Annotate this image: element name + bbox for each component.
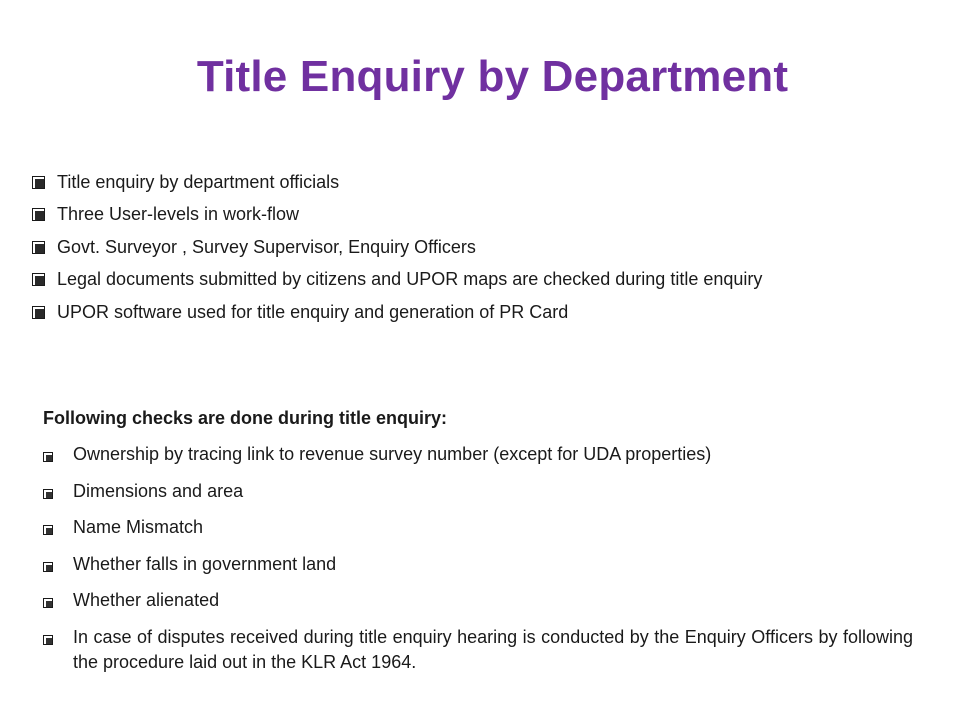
list-item-text: Title enquiry by department officials <box>57 171 340 192</box>
list-item-text: Whether alienated <box>73 590 220 610</box>
list-item <box>32 296 932 329</box>
list-item-text: Dimensions and area <box>73 480 244 501</box>
list-item-text: Name Mismatch <box>73 517 204 537</box>
list-item <box>43 473 913 510</box>
checkbox-square-icon <box>32 273 45 286</box>
checkbox-square-icon <box>32 176 45 189</box>
checkbox-square-icon <box>32 306 45 319</box>
list-item <box>43 619 913 675</box>
checkbox-square-icon <box>32 208 45 221</box>
list-item <box>32 199 932 232</box>
list-item-text: Legal documents submitted by citizens and UPOR maps are checked during title enquiry <box>57 269 763 290</box>
checks-heading: Following checks are done during title enquiry: <box>43 408 448 428</box>
slide-title: Title Enquiry by Department <box>196 52 789 101</box>
list-item <box>32 264 932 297</box>
checkbox-square-icon <box>43 489 53 499</box>
checkbox-square-icon <box>43 525 53 535</box>
top-bullet-list <box>32 166 932 329</box>
list-item <box>32 166 932 199</box>
list-item-text: Govt. Surveyor , Survey Supervisor, Enquiry Officers <box>57 236 476 257</box>
list-item-text: UPOR software used for title enquiry and generation of PR Card <box>57 301 569 322</box>
list-item <box>43 546 913 583</box>
checkbox-square-icon <box>43 598 53 608</box>
checkbox-square-icon <box>43 562 53 572</box>
checkbox-square-icon <box>43 452 53 462</box>
list-item-text: Ownership by tracing link to revenue survey number (except for UDA properties) <box>73 444 712 464</box>
list-item-text: Whether falls in government land <box>73 553 337 574</box>
checkbox-square-icon <box>32 241 45 254</box>
checks-list <box>43 436 913 675</box>
list-item <box>43 436 913 473</box>
list-item <box>43 509 913 546</box>
list-item-text: Three User-levels in work-flow <box>57 204 300 225</box>
list-item <box>32 231 932 264</box>
list-item-text: In case of disputes received during title enquiry hearing is conducted by the Enquiry Officers by following the procedure laid out in the KLR Act 1964. <box>73 626 913 672</box>
list-item <box>43 582 913 619</box>
checkbox-square-icon <box>43 635 53 645</box>
